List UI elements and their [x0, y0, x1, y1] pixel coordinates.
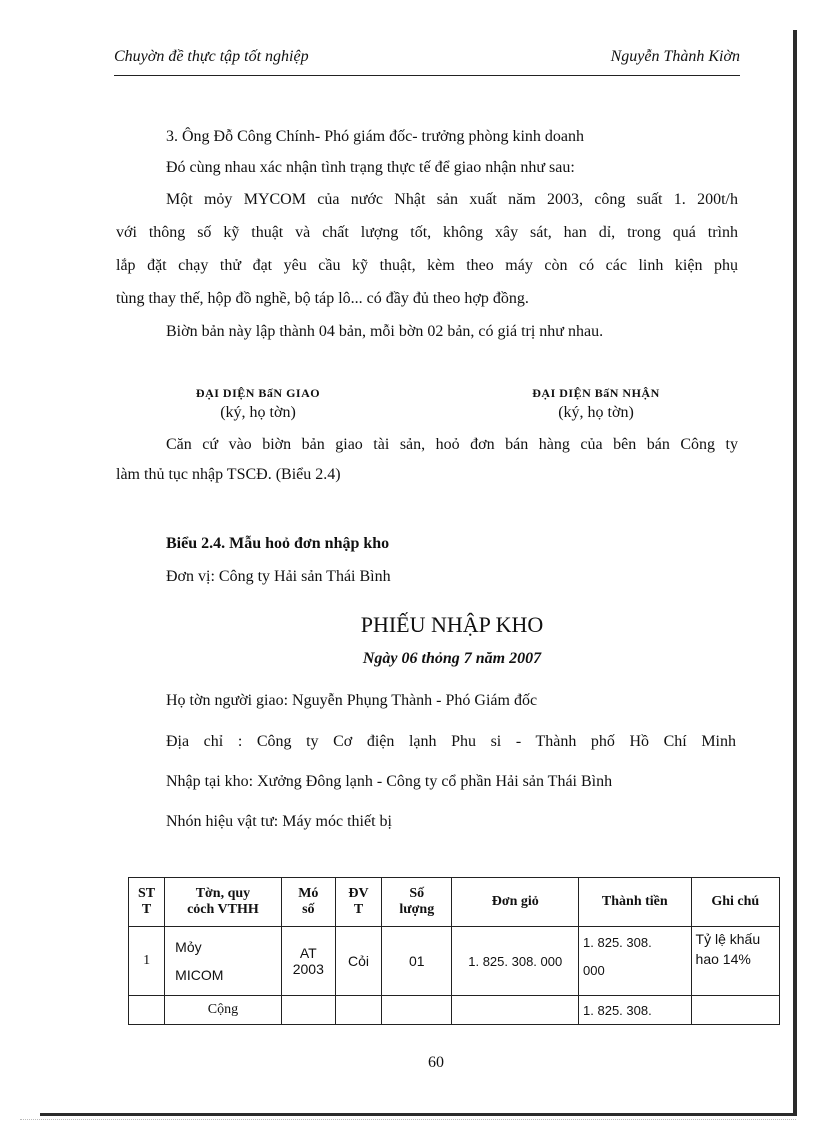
form-title: PHIẾU NHẬP KHO — [360, 612, 544, 637]
paragraph-intro: Đó cùng nhau xác nhận tình trạng thực tế để giao nhận như sau: — [166, 159, 575, 176]
header-amount: Thành tiền — [579, 878, 692, 927]
paragraph-machine-line-1: Một mỏy MYCOM của nước Nhật sản xuất năm 2003, công suất 1. 200t/h — [166, 191, 738, 208]
form-item-group: Nhón hiệu vật tư: Máy móc thiết bị — [166, 813, 392, 830]
paragraph-basis-line-1: Căn cứ vào biờn bản giao tài sản, hoỏ đơn bán hàng của bên bán Công ty — [166, 436, 738, 453]
signature-block-giver — [168, 386, 348, 422]
table-total-row — [129, 996, 780, 1025]
paragraph-machine-line-4: tùng thay thế, hộp đồ nghề, bộ táp lô... có đầy đủ theo hợp đồng. — [116, 290, 529, 307]
header-code: Mó số — [281, 878, 335, 927]
cell-amount: 1. 825. 308. 000 — [579, 927, 692, 996]
total-cell-blank-2 — [281, 996, 335, 1025]
page-number: 60 — [428, 1054, 444, 1071]
unit-line: Đơn vị: Công ty Hải sản Thái Bình — [166, 568, 391, 585]
cell-unit: Cỏi — [335, 927, 381, 996]
signature-block-receiver — [506, 386, 686, 422]
paragraph-participant-3: 3. Ông Đỗ Công Chính- Phó giám đốc- trưởng phòng kinh doanh — [166, 128, 584, 145]
paragraph-machine-line-3: lắp đặt chạy thử đạt yêu cầu kỹ thuật, kèm theo máy còn có các linh kiện phụ — [116, 257, 738, 274]
signature-giver-title: ĐẠI DIỆN BấN GIAO — [195, 386, 321, 400]
form-warehouse: Nhập tại kho: Xưởng Đông lạnh - Công ty cổ phần Hải sản Thái Bình — [166, 773, 613, 790]
page-shadow-bottom — [40, 1113, 797, 1116]
form-giver: Họ tờn người giao: Nguyễn Phụng Thành - Phó Giám đốc — [166, 692, 538, 709]
form-heading: Biểu 2.4. Mẫu hoỏ đơn nhập kho — [166, 535, 390, 552]
paragraph-basis-line-2: làm thủ tục nhập TSCĐ. (Biểu 2.4) — [116, 466, 341, 483]
cell-quantity: 01 — [382, 927, 452, 996]
cell-item-name: Mỏy MICOM — [165, 927, 282, 996]
page-shadow-right — [793, 30, 797, 1115]
table-row — [129, 927, 780, 996]
table-header-row — [129, 878, 780, 927]
page-header — [114, 48, 740, 72]
header-item-name: Tờn, quy cỏch VTHH — [165, 878, 282, 927]
cell-unit-price: 1. 825. 308. 000 — [452, 927, 579, 996]
cell-note: Tỷ lệ khấu hao 14% — [691, 927, 779, 996]
header-quantity: Số lượng — [382, 878, 452, 927]
cell-stt: 1 — [129, 927, 165, 996]
total-cell-blank-4 — [382, 996, 452, 1025]
header-report-title: Chuyờn đề thực tập tốt nghiệp — [114, 48, 309, 65]
form-date: Ngày 06 thỏng 7 năm 2007 — [362, 650, 542, 667]
paragraph-machine-line-2: với thông số kỹ thuật và chất lượng tốt, không xây sát, han dỉ, trong quá trình — [116, 224, 738, 241]
header-stt: ST T — [129, 878, 165, 927]
signature-giver-note: (ký, họ tờn) — [220, 404, 296, 421]
form-address: Địa chỉ : Công ty Cơ điện lạnh Phu si - Thành phố Hồ Chí Minh — [166, 733, 736, 750]
total-cell-blank-1 — [129, 996, 165, 1025]
header-note: Ghi chú — [691, 878, 779, 927]
header-author: Nguyễn Thành Kiờn — [610, 48, 740, 65]
signature-receiver-title: ĐẠI DIỆN BấN NHẬN — [532, 386, 660, 400]
cell-code: AT 2003 — [281, 927, 335, 996]
header-unit-price: Đơn giỏ — [452, 878, 579, 927]
signature-receiver-note: (ký, họ tờn) — [558, 404, 634, 421]
total-amount: 1. 825. 308. — [579, 996, 692, 1025]
receipt-table — [128, 877, 780, 1025]
paragraph-copies: Biờn bản này lập thành 04 bản, mỗi bờn 02 bản, có giá trị như nhau. — [166, 323, 604, 340]
total-label: Cộng — [165, 996, 282, 1025]
total-cell-blank-5 — [452, 996, 579, 1025]
total-cell-blank-6 — [691, 996, 779, 1025]
header-divider — [114, 75, 740, 76]
total-cell-blank-3 — [335, 996, 381, 1025]
header-unit: ĐV T — [335, 878, 381, 927]
page-bottom-dotted-line — [20, 1119, 796, 1120]
